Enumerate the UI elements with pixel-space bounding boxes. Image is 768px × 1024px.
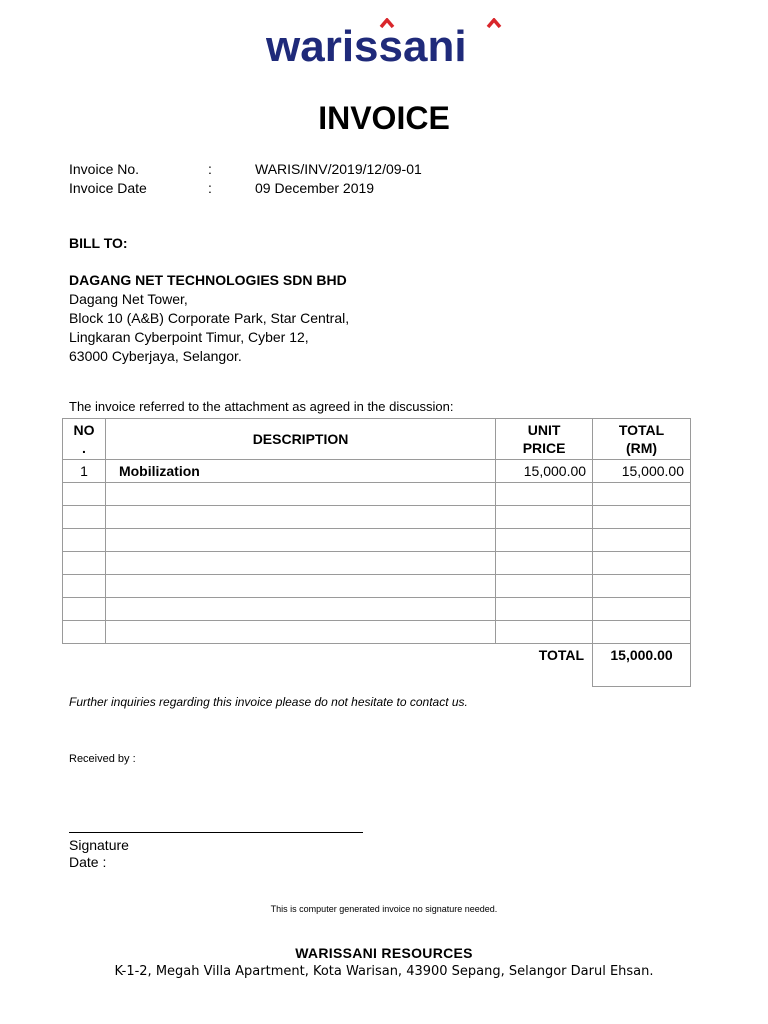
header-no: NO .: [63, 419, 106, 460]
row-description: [105, 598, 495, 621]
row-total: 15,000.00: [593, 460, 691, 483]
invoice-date-label: Invoice Date: [69, 180, 147, 196]
total-blank: [63, 644, 106, 687]
table-row: [63, 483, 691, 506]
invoice-no-value: WARIS/INV/2019/12/09-01: [255, 161, 422, 177]
invoice-date-value: 09 December 2019: [255, 180, 375, 196]
row-total: [593, 621, 691, 644]
row-unit-price: [496, 598, 593, 621]
header-unit-price: UNIT PRICE: [496, 419, 593, 460]
row-no: [63, 529, 106, 552]
row-description: [105, 529, 495, 552]
logo-accent-i2-icon: [488, 20, 500, 27]
row-no: [63, 552, 106, 575]
row-unit-price: [496, 575, 593, 598]
bill-to-address: [69, 290, 349, 366]
address-line: Block 10 (A&B) Corporate Park, Star Central,: [69, 310, 350, 326]
total-blank: [105, 644, 495, 687]
row-description: [105, 506, 495, 529]
footer-address: K-1-2, Megah Villa Apartment, Kota Warisan, 43900 Sepang, Selangor Darul Ehsan.: [114, 964, 654, 979]
row-no: 1: [63, 460, 106, 483]
table-row: [63, 506, 691, 529]
logo-svg: [266, 18, 502, 68]
signature-label: Signature: [69, 837, 129, 853]
row-description: [105, 552, 495, 575]
table-row: [63, 575, 691, 598]
row-total: [593, 529, 691, 552]
total-row: [63, 644, 691, 687]
total-label: TOTAL: [538, 647, 585, 663]
row-total: [593, 575, 691, 598]
row-total: [593, 506, 691, 529]
row-no: [63, 598, 106, 621]
address-line: Lingkaran Cyberpoint Timur, Cyber 12,: [69, 329, 309, 345]
table-row: [63, 552, 691, 575]
received-by-label: Received by :: [69, 753, 136, 765]
row-unit-price: [496, 529, 593, 552]
row-unit-price: [496, 483, 593, 506]
table-row: [63, 460, 691, 483]
page-title: INVOICE: [318, 100, 450, 136]
row-no: [63, 575, 106, 598]
total-value: 15,000.00: [593, 644, 691, 687]
signature-line: [69, 832, 363, 833]
header-description: DESCRIPTION: [105, 419, 495, 460]
row-unit-price: 15,000.00: [496, 460, 593, 483]
table-header-row: [63, 419, 691, 460]
address-line: 63000 Cyberjaya, Selangor.: [69, 348, 242, 364]
row-no: [63, 506, 106, 529]
invoice-date-sep: :: [208, 180, 212, 196]
table-row: [63, 621, 691, 644]
logo-wordmark: warissani: [266, 22, 467, 68]
address-line: Dagang Net Tower,: [69, 291, 188, 307]
row-no: [63, 483, 106, 506]
date-label: Date :: [69, 854, 107, 870]
table-row: [63, 598, 691, 621]
footer-company: WARISSANI RESOURCES: [295, 945, 473, 961]
invoice-no-label: Invoice No.: [69, 161, 140, 177]
inquiry-note: Further inquiries regarding this invoice please do not hesitate to contact us.: [69, 695, 468, 709]
bill-to-label: BILL TO:: [69, 235, 128, 251]
row-no: [63, 621, 106, 644]
bill-to-company: DAGANG NET TECHNOLOGIES SDN BHD: [69, 272, 347, 288]
row-description: [105, 483, 495, 506]
invoice-no-sep: :: [208, 161, 212, 177]
row-description: [105, 621, 495, 644]
row-unit-price: [496, 621, 593, 644]
table-row: [63, 529, 691, 552]
header-total: TOTAL (RM): [593, 419, 691, 460]
row-unit-price: [496, 506, 593, 529]
computer-generated-note: This is computer generated invoice no signature needed.: [270, 904, 498, 914]
row-total: [593, 598, 691, 621]
row-unit-price: [496, 552, 593, 575]
row-total: [593, 483, 691, 506]
invoice-intro: The invoice referred to the attachment as agreed in the discussion:: [69, 399, 454, 414]
row-total: [593, 552, 691, 575]
company-logo: [266, 18, 502, 68]
items-table: [62, 418, 691, 687]
row-description: Mobilization: [105, 460, 495, 483]
row-description: [105, 575, 495, 598]
